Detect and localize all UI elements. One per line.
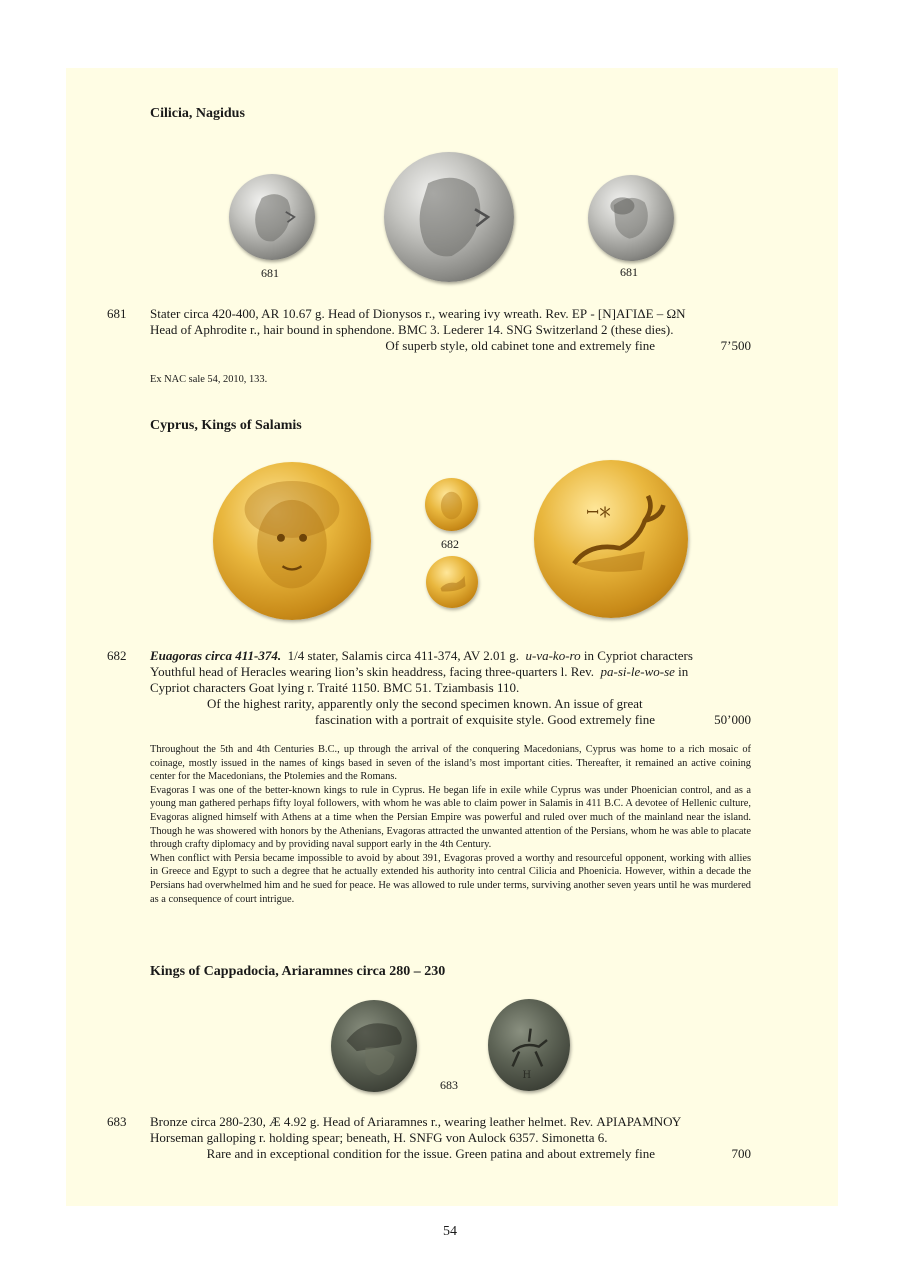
coin-681-obverse-small [229, 174, 315, 260]
coin-682-reverse-enlarged [534, 460, 688, 618]
lot-description-682 [150, 648, 751, 728]
lot-682-line-2-b: in [678, 664, 689, 679]
lot-682-estimate: 50’000 [714, 712, 751, 727]
lot-681-condition: Of superb style, old cabinet tone and extremely fine [385, 338, 655, 353]
lot-683-estimate: 700 [731, 1146, 751, 1161]
coin-label-681-left: 681 [261, 266, 279, 280]
lot-682-condition-2: fascination with a portrait of exquisite style. Good extremely fine [314, 712, 655, 727]
svg-text:ꟷ𐠀: ꟷ𐠀 [586, 503, 612, 522]
lot-683-line-1: Bronze circa 280-230, Æ 4.92 g. Head of Ariaramnes r., wearing leather helmet. Rev. ΑΡΙΑΡΑΜΝΟΥ [150, 1114, 682, 1129]
lot-number-682: 682 [107, 648, 127, 663]
lot-682-historical-note [150, 743, 751, 906]
lot-683-condition-row [150, 1146, 751, 1162]
lot-682-condition-1: Of the highest rarity, apparently only the second specimen known. An issue of great [207, 696, 643, 711]
coin-681-obverse-large [384, 152, 514, 282]
note-paragraph-1: Throughout the 5th and 4th Centuries B.C., up through the arrival of the conquering Macedonians, Cyprus was home to a rich mosaic of coinage, mostly issued in the names of kings based in seven of the island’s most important cities. Thereafter, it remained an active coining center for the Macedonians, the Ptolemies and the Romans. [150, 744, 751, 783]
note-paragraph-2: Evagoras I was one of the better-known kings to rule in Cyprus. He began life in exile while Cyprus was under Phoenician control, and as a young man gathered perhaps fifty loyal followers, with whom he was able to claim power in Salamis in 411 B.C. A devotee of Hellenic culture, Evagoras aligned himself with Athens at a time when the Persian Empire was powerful and ruled over much of the mainland near the island. Though he was showered with honors by the Athenians, Evagoras attracted the unwanted attention of the Persians, whom he was able to placate through crafty diplomacy and by providing naval support early in the 4th Century. [150, 784, 751, 851]
note-paragraph-3: When conflict with Persia became impossible to avoid by about 391, Evagoras proved a worthy and resourceful opponent, working with allies in Greece and Egypt to such a degree that he actually extended his authority into central Cilicia and Phoenicia. However, within a decade the Persians had overwhelmed him and he sued for peace. He was allowed to rule under terms, surviving another seven years until he was murdered as a consequence of court intrigue. [150, 852, 751, 905]
lot-number-683: 683 [107, 1114, 127, 1129]
lot-682-line-1-a: 1/4 stater, Salamis circa 411-374, AV 2.01 g. [287, 648, 519, 663]
coin-682-obverse-enlarged [213, 462, 371, 620]
lot-description-683 [150, 1114, 751, 1162]
section-heading-cappadocia: Kings of Cappadocia, Ariaramnes circa 280 – 230 [150, 964, 446, 979]
lot-682-line-1 [150, 648, 751, 664]
lot-682-line-1-italic: u-va-ko-ro [525, 648, 581, 663]
section-heading-cyprus: Cyprus, Kings of Salamis [150, 418, 302, 433]
coin-683-obverse [331, 1000, 417, 1092]
coin-683-reverse [488, 999, 570, 1091]
lot-682-line-3: Cypriot characters Goat lying r. Traité 1150. BMC 51. Tziambasis 110. [150, 680, 520, 695]
lot-681-provenance: Ex NAC sale 54, 2010, 133. [150, 374, 268, 385]
coin-682-reverse-actual [426, 556, 478, 608]
svg-text:Η: Η [522, 1069, 532, 1081]
lot-681-line-2: Head of Aphrodite r., hair bound in sphendone. BMC 3. Lederer 14. SNG Switzerland 2 (these dies). [150, 322, 674, 337]
lot-681-estimate: 7’500 [720, 338, 751, 353]
lot-description-681 [150, 306, 751, 354]
coin-label-681-right: 681 [620, 265, 638, 279]
lot-681-line-1: Stater circa 420-400, AR 10.67 g. Head of Dionysos r., wearing ivy wreath. Rev. ΕΡ - [Ν]ΑΓΙΔΕ – ΩΝ [150, 306, 686, 321]
lot-681-condition-row [150, 338, 751, 354]
lot-682-condition-row [150, 712, 751, 728]
section-heading-cilicia: Cilicia, Nagidus [150, 106, 245, 121]
lot-682-line-2-a: Youthful head of Heracles wearing lion’s skin headdress, facing three-quarters l. Rev. [150, 664, 595, 679]
lot-number-681: 681 [107, 306, 127, 321]
page-number: 54 [443, 1224, 457, 1239]
coin-label-682: 682 [441, 537, 459, 551]
lot-683-condition: Rare and in exceptional condition for the issue. Green patina and about extremely fine [206, 1146, 655, 1161]
lot-682-title: Euagoras circa 411-374. [150, 648, 282, 663]
coin-label-683: 683 [440, 1078, 458, 1092]
lot-682-line-2-italic: pa-si-le-wo-se [600, 664, 675, 679]
lot-682-line-1-b: in Cypriot characters [583, 648, 693, 663]
lot-683-line-2: Horseman galloping r. holding spear; beneath, H. SNFG von Aulock 6357. Simonetta 6. [150, 1130, 608, 1145]
coin-682-obverse-actual [425, 478, 478, 531]
lot-682-line-2 [150, 664, 751, 680]
coin-681-reverse [588, 175, 674, 261]
